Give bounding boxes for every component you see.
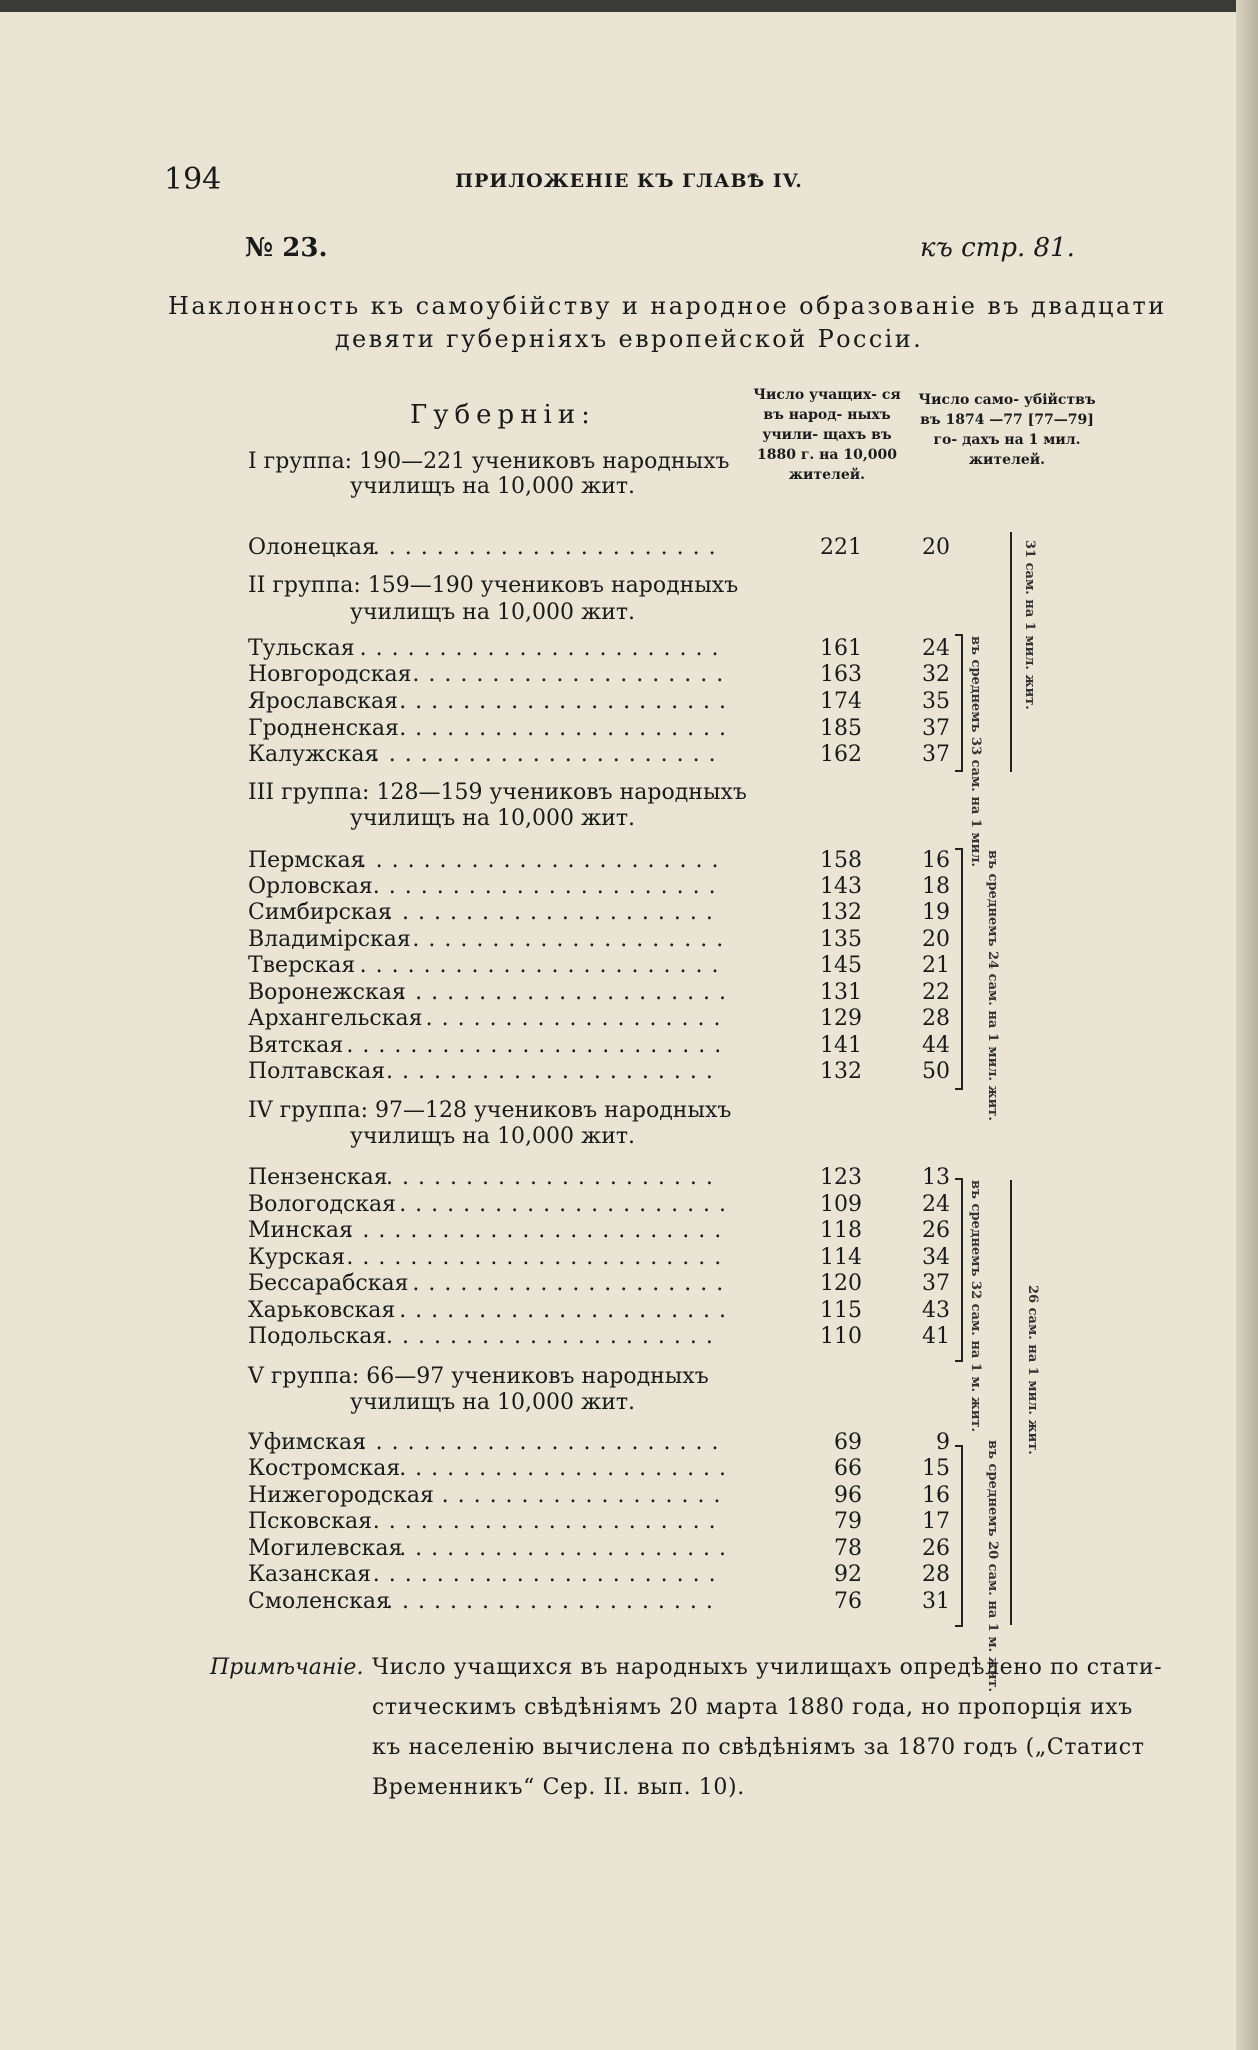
leader-dots: ........................ [346,1033,731,1058]
leader-dots: .................... [412,662,733,687]
province-name: Минская [248,1218,353,1243]
group-1-heading: I группа: 190—221 учениковъ народныхъ [248,449,730,474]
group-5-heading: V группа: 66—97 учениковъ народныхъ [248,1364,709,1389]
suicides-value: 19 [922,900,950,925]
suicides-value: 41 [922,1324,950,1349]
students-value: 135 [820,927,862,952]
leader-dots: ..................... [386,900,722,925]
students-value: 132 [820,900,862,925]
province-name: Тульская [248,636,355,661]
province-name: Владимірская [248,927,411,952]
suicides-value: 26 [922,1536,950,1561]
leader-dots: ..................... [399,1456,736,1481]
suicides-value: 24 [922,636,950,661]
province-name: Воронежская [248,980,406,1005]
bracket-line-lower [1010,1180,1012,1625]
suicides-value: 31 [922,1589,950,1614]
title-line-1: Наклонность къ самоубійству и народное образованіе въ двадцати [168,292,1167,320]
students-value: 221 [820,535,862,560]
province-name: Подольская [248,1324,387,1349]
suicides-value: 16 [922,1483,950,1508]
students-value: 109 [820,1192,862,1217]
suicides-value: 43 [922,1298,950,1323]
leader-dots: ....................... [359,848,728,873]
side-note-group-5: въ среднемъ 20 сам. на 1 м. жит. [985,1440,1000,1693]
students-value: 96 [834,1483,862,1508]
students-value: 132 [820,1059,862,1084]
students-value: 123 [820,1165,862,1190]
province-name: Смоленская [248,1589,390,1614]
students-value: 162 [820,742,862,767]
leader-dots: ....................... [359,1430,728,1455]
students-value: 114 [820,1245,862,1270]
province-name: Симбирская [248,900,392,925]
leader-dots: .................... [412,1271,733,1296]
suicides-value: 20 [922,927,950,952]
bracket-group-4 [955,1178,963,1362]
province-name: Полтавская [248,1059,386,1084]
side-note-group-3: въ среднемъ 24 сам. на 1 мил. жит. [985,850,1000,1121]
suicides-value: 18 [922,874,950,899]
leader-dots: ..................... [399,980,736,1005]
students-value: 161 [820,636,862,661]
bracket-line-upper [1010,532,1012,772]
suicides-value: 24 [922,1192,950,1217]
leader-dots: .................... [412,927,733,952]
students-value: 92 [834,1562,862,1587]
suicides-value: 9 [936,1430,950,1455]
page-top-edge [0,0,1258,12]
province-name: Уфимская [248,1430,366,1455]
leader-dots: ........................ [346,1245,731,1270]
group-2-heading: II группа: 159—190 учениковъ народныхъ [248,573,739,598]
province-name: Калужская [248,742,379,767]
province-name: Бессарабская [248,1271,409,1296]
suicides-value: 34 [922,1245,950,1270]
province-name: Пензенская [248,1165,388,1190]
leader-dots: ...................... [372,874,725,899]
group-5-subheading: училищъ на 10,000 жит. [350,1390,636,1415]
province-name: Казанская [248,1562,371,1587]
province-name: Олонецкая [248,535,376,560]
students-value: 131 [820,980,862,1005]
suicides-value: 28 [922,1006,950,1031]
province-name: Костромская [248,1456,401,1481]
province-name: Вологодская [248,1192,397,1217]
students-value: 143 [820,874,862,899]
suicides-value: 35 [922,689,950,714]
students-value: 120 [820,1271,862,1296]
group-3-subheading: училищъ на 10,000 жит. [350,806,636,831]
leader-dots: ...................... [372,535,725,560]
province-name: Тверская [248,953,356,978]
suicides-value: 21 [922,953,950,978]
province-name: Нижегородская [248,1483,434,1508]
province-name: Могилевская [248,1536,403,1561]
students-value: 115 [820,1298,862,1323]
leader-dots: ........................ [346,1218,731,1243]
suicides-value: 16 [922,848,950,873]
suicides-value: 37 [922,716,950,741]
students-value: 163 [820,662,862,687]
province-name: Пермская [248,848,365,873]
suicides-value: 17 [922,1509,950,1534]
leader-dots: ....................... [359,953,728,978]
column-header-students: Число учащих- ся въ народ- ныхъ учили- щахъ въ 1880 г. на 10,000 жителей. [753,387,901,483]
side-note-upper: 31 сам. на 1 мил. жит. [1022,540,1037,710]
leader-dots: ..................... [399,689,736,714]
students-value: 76 [834,1589,862,1614]
students-value: 118 [820,1218,862,1243]
leader-dots: ....................... [359,636,728,661]
students-value: 78 [834,1536,862,1561]
suicides-value: 28 [922,1562,950,1587]
document-number: № 23. [245,233,328,263]
province-name: Орловская [248,874,373,899]
province-name: Гродненская [248,716,399,741]
students-value: 141 [820,1033,862,1058]
leader-dots: ...................... [372,742,725,767]
leader-dots: ................... [425,1006,730,1031]
suicides-value: 20 [922,535,950,560]
suicides-value: 37 [922,1271,950,1296]
students-value: 145 [820,953,862,978]
leader-dots: ..................... [386,1589,722,1614]
suicides-value: 44 [922,1033,950,1058]
leader-dots: ..................... [386,1059,722,1084]
suicides-value: 32 [922,662,950,687]
column-header-suicides: Число само- убійствъ въ 1874 —77 [77—79] го- дахъ на 1 мил. жителей. [918,392,1096,468]
group-4-subheading: училищъ на 10,000 жит. [350,1124,636,1149]
suicides-value: 37 [922,742,950,767]
leader-dots: ..................... [399,1192,736,1217]
students-value: 69 [834,1430,862,1455]
leader-dots: ................... [425,1483,730,1508]
leader-dots: ..................... [386,1324,722,1349]
leader-dots: ...................... [372,1562,725,1587]
bracket-group-3 [955,848,963,1090]
students-value: 129 [820,1006,862,1031]
leader-dots: ...................... [372,1509,725,1534]
suicides-value: 26 [922,1218,950,1243]
province-name: Харьковская [248,1298,396,1323]
province-name: Новгородская [248,662,412,687]
running-head: ПРИЛОЖЕНІЕ КЪ ГЛАВѢ IV. [455,170,803,192]
title-line-2: девяти губерніяхъ европейской Россіи. [334,325,924,353]
note-line-4: Временникъ“ Сер. II. вып. 10). [372,1775,745,1800]
group-4-heading: IV группа: 97—128 учениковъ народныхъ [248,1098,732,1123]
group-3-heading: III группа: 128—159 учениковъ народныхъ [248,780,747,805]
suicides-value: 50 [922,1059,950,1084]
page-reference: къ стр. 81. [920,233,1075,263]
note-line-3: къ населенію вычислена по свѣдѣніямъ за 1870 годъ („Статист [372,1735,1145,1760]
note-line-2: стическимъ свѣдѣніямъ 20 марта 1880 года, но пропорція ихъ [372,1695,1133,1720]
bracket-group-2 [955,634,963,772]
column-header-provinces: Губерніи: [410,400,596,430]
suicides-value: 15 [922,1456,950,1481]
leader-dots: ..................... [399,1298,736,1323]
leader-dots: ..................... [386,1165,722,1190]
leader-dots: ..................... [399,716,736,741]
page-number: 194 [164,162,222,197]
province-name: Архангельская [248,1006,423,1031]
side-note-group-2: въ среднемъ 33 сам. на 1 мил. [968,636,983,868]
province-name: Псковская [248,1509,372,1534]
students-value: 174 [820,689,862,714]
leader-dots: ..................... [399,1536,736,1561]
page-right-edge [1236,0,1258,2050]
note-line-1: Число учащихся въ народныхъ училищахъ опредѣлено по стати- [372,1655,1163,1680]
students-value: 79 [834,1509,862,1534]
group-1-subheading: училищъ на 10,000 жит. [350,474,636,499]
note-label: Примѣчаніе. [210,1655,364,1680]
bracket-group-5 [955,1445,963,1627]
students-value: 158 [820,848,862,873]
students-value: 110 [820,1324,862,1349]
suicides-value: 22 [922,980,950,1005]
side-note-lower: 26 сам. на 1 мил. жит. [1025,1285,1040,1455]
students-value: 66 [834,1456,862,1481]
province-name: Ярославская [248,689,398,714]
province-name: Курская [248,1245,346,1270]
province-name: Вятская [248,1033,344,1058]
group-2-subheading: училищъ на 10,000 жит. [350,600,636,625]
side-note-group-4: въ среднемъ 32 сам. на 1 м. жит. [968,1180,983,1433]
suicides-value: 13 [922,1165,950,1190]
students-value: 185 [820,716,862,741]
